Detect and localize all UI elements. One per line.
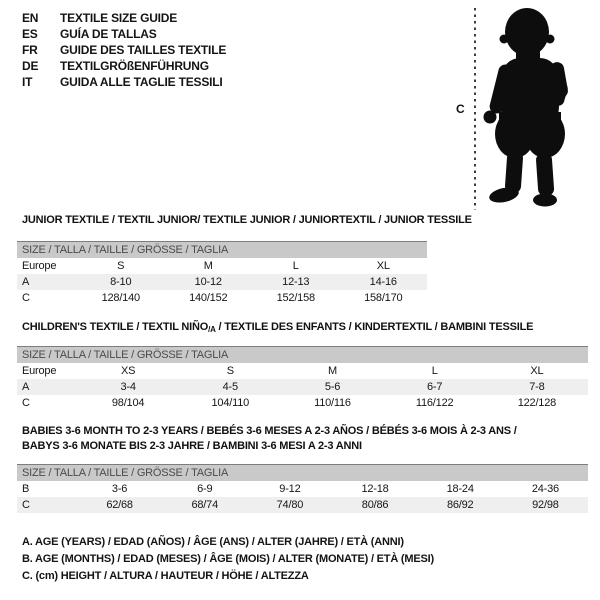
table-cell: 8-10 xyxy=(110,276,132,288)
table-cell: 6-9 xyxy=(197,483,213,495)
junior-size-table xyxy=(17,241,427,306)
language-row xyxy=(22,10,226,26)
height-c-label: C xyxy=(456,102,465,116)
section-heading-babies xyxy=(22,424,600,454)
legend-line-c: C. (cm) HEIGHT / ALTURA / HAUTEUR / HÖHE / ALTEZZA xyxy=(22,570,309,582)
legend-line-b: B. AGE (MONTHS) / EDAD (MESES) / ÂGE (MOIS) / ALTER (MONATE) / ETÀ (MESI) xyxy=(22,553,434,565)
table-cell: 104/110 xyxy=(211,397,250,409)
language-row xyxy=(22,74,226,90)
table-row xyxy=(17,395,588,411)
table-row xyxy=(17,274,427,290)
heading-subscript: /A xyxy=(208,325,216,334)
baby-figure xyxy=(450,0,600,215)
row-label-cell: C xyxy=(22,499,30,511)
language-code: DE xyxy=(22,59,39,73)
table-cell: 3-6 xyxy=(111,483,128,495)
row-label-cell: C xyxy=(22,397,30,409)
table-cell: 86/92 xyxy=(446,499,474,511)
language-code: ES xyxy=(22,27,38,41)
table-cell: XL xyxy=(530,365,544,377)
table-cell: 74/80 xyxy=(276,499,304,511)
table-cell: 128/140 xyxy=(101,292,140,304)
table-cell: 12-18 xyxy=(361,483,389,495)
section-babies-textile xyxy=(0,424,600,511)
table-cell: 158/170 xyxy=(364,292,403,304)
row-label-cell: Europe xyxy=(22,365,57,377)
section-childrens-textile xyxy=(0,320,600,409)
table-cell: 10-12 xyxy=(194,276,222,288)
junior-table xyxy=(17,258,427,306)
size-bar-label: SIZE / TALLA / TAILLE / GRÖSSE / TAGLIA xyxy=(17,241,427,258)
table-row xyxy=(17,497,588,513)
childrens-table xyxy=(17,363,588,411)
language-label: TEXTILE SIZE GUIDE xyxy=(60,11,178,25)
table-cell: 98/104 xyxy=(111,397,145,409)
table-row xyxy=(17,481,588,497)
table-cell: 18-24 xyxy=(446,483,474,495)
language-code: EN xyxy=(22,11,39,25)
language-label: TEXTILGRÖßENFÜHRUNG xyxy=(60,59,209,73)
table-cell: M xyxy=(327,365,337,377)
table-cell: XS xyxy=(120,365,136,377)
heading-line2: BABYS 3-6 MONATE BIS 2-3 JAHRE / BAMBINI 3-6 MESI A 2-3 ANNI xyxy=(22,440,362,452)
heading-text: / TEXTILE DES ENFANTS / KINDERTEXTIL / BAMBINI TESSILE xyxy=(215,321,534,333)
row-label-cell: A xyxy=(22,381,30,393)
table-cell: 4-5 xyxy=(222,381,238,393)
language-row xyxy=(22,26,226,42)
table-cell: M xyxy=(203,260,213,272)
table-row xyxy=(17,290,427,306)
table-cell: 24-36 xyxy=(531,483,559,495)
childrens-size-table xyxy=(17,346,588,411)
heading-text: CHILDREN'S TEXTILE / TEXTIL NIÑO xyxy=(22,321,209,333)
size-legend xyxy=(22,534,434,585)
legend-line-a: A. AGE (YEARS) / EDAD (AÑOS) / ÂGE (ANS) / ALTER (JAHRE) / ETÀ (ANNI) xyxy=(22,536,404,548)
table-cell: 3-4 xyxy=(120,381,136,393)
table-cell: 110/116 xyxy=(314,397,351,409)
row-label-cell: A xyxy=(22,276,30,288)
table-cell: 12-13 xyxy=(282,276,310,288)
table-cell: 5-6 xyxy=(324,381,341,393)
table-cell: 68/74 xyxy=(191,499,218,511)
table-row xyxy=(17,258,427,274)
language-code: IT xyxy=(22,75,33,89)
table-cell: L xyxy=(431,365,438,377)
table-cell: 152/158 xyxy=(276,292,315,304)
height-dashed-line xyxy=(474,8,476,210)
language-list xyxy=(22,10,226,90)
language-label: GUIDA ALLE TAGLIE TESSILI xyxy=(60,75,223,89)
table-row xyxy=(17,363,588,379)
table-cell: 122/128 xyxy=(517,397,557,409)
table-cell: 116/122 xyxy=(415,397,454,409)
table-cell: 140/152 xyxy=(189,292,228,304)
table-cell: 80/86 xyxy=(361,499,389,511)
section-heading-childrens xyxy=(22,320,600,337)
table-row xyxy=(17,379,588,395)
table-cell: S xyxy=(117,260,125,272)
section-junior-textile xyxy=(0,213,600,304)
language-label: GUÍA DE TALLAS xyxy=(60,27,157,41)
table-cell: 14-16 xyxy=(369,276,397,288)
table-cell: 92/98 xyxy=(532,499,559,511)
table-cell: 62/68 xyxy=(106,499,133,511)
language-label: GUIDE DES TAILLES TEXTILE xyxy=(60,43,227,57)
section-heading-junior: JUNIOR TEXTILE / TEXTIL JUNIOR/ TEXTILE JUNIOR / JUNIORTEXTIL / JUNIOR TESSILE xyxy=(22,214,472,226)
table-cell: L xyxy=(292,260,299,272)
size-bar-label: SIZE / TALLA / TAILLE / GRÖSSE / TAGLIA xyxy=(17,346,588,363)
row-label-cell: Europe xyxy=(22,260,57,272)
table-cell: S xyxy=(226,365,234,377)
table-cell: 7-8 xyxy=(529,381,545,393)
baby-silhouette-icon xyxy=(482,6,592,211)
babies-table xyxy=(17,481,588,513)
table-cell: XL xyxy=(376,260,390,272)
language-row xyxy=(22,42,226,58)
language-code: FR xyxy=(22,43,38,57)
row-label-cell: C xyxy=(22,292,30,304)
language-row xyxy=(22,58,226,74)
row-label-cell: B xyxy=(22,483,30,495)
table-cell: 6-7 xyxy=(427,381,443,393)
heading-line1: BABIES 3-6 MONTH TO 2-3 YEARS / BEBÉS 3-6 MESES A 2-3 AÑOS / BÉBÉS 3-6 MOIS À 2-3 ANS / xyxy=(22,425,517,437)
babies-size-table xyxy=(17,464,588,513)
size-bar-label: SIZE / TALLA / TAILLE / GRÖSSE / TAGLIA xyxy=(17,464,588,481)
table-cell: 9-12 xyxy=(279,483,301,495)
